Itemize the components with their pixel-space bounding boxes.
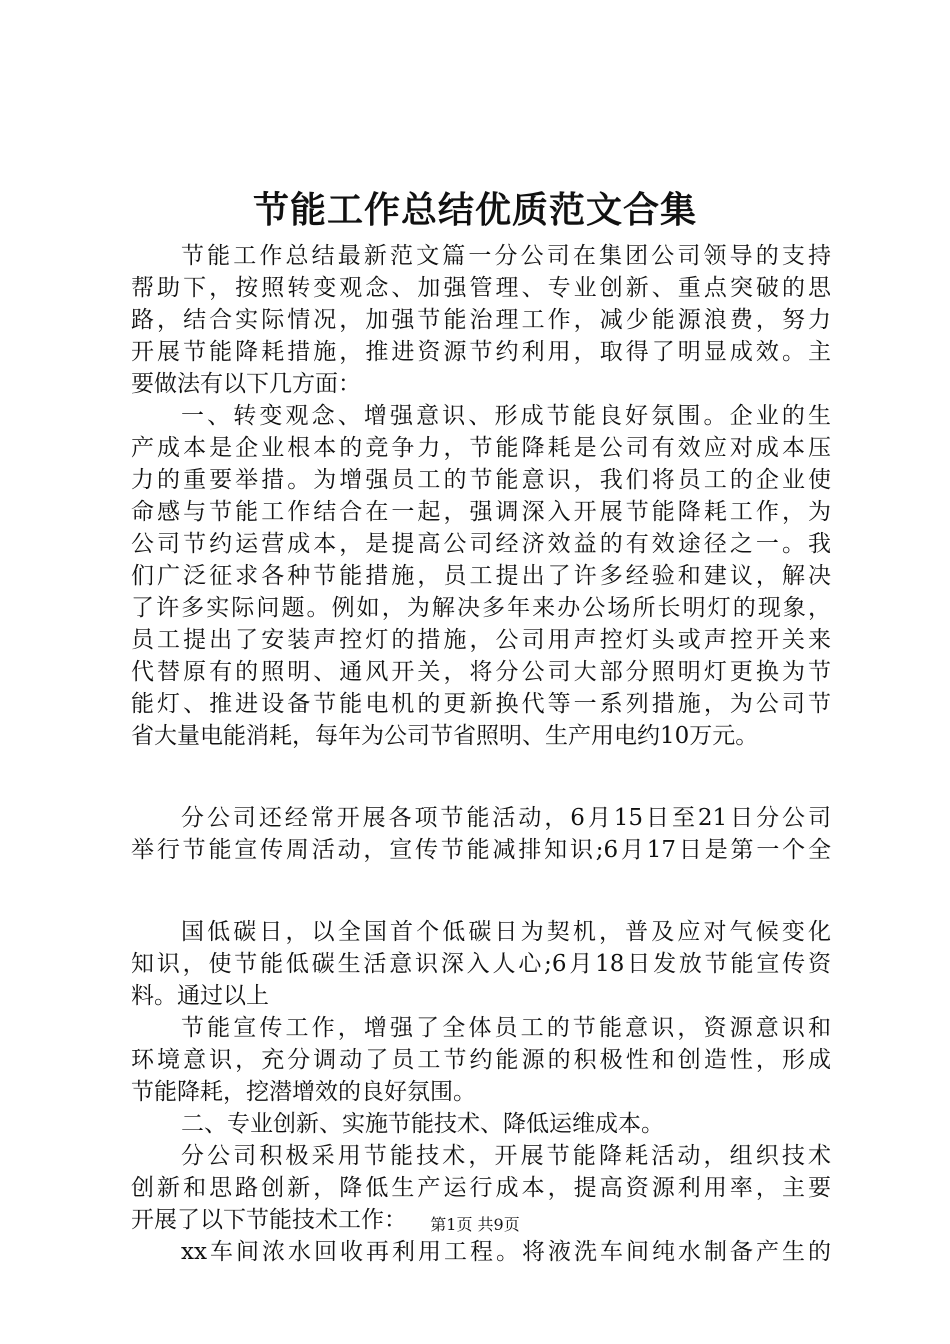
- paragraph-line: 能灯、推进设备节能电机的更新换代等一系列措施，为公司节: [131, 691, 831, 717]
- document-body: [131, 240, 831, 1268]
- page-footer: 第1页 共9页: [430, 1215, 520, 1234]
- paragraph-line: 料。通过以上: [131, 983, 269, 1009]
- paragraph-line: 了许多实际问题。例如，为解决多年来办公场所长明灯的现象，: [131, 595, 831, 621]
- paragraph-line: 节能降耗，挖潜增效的良好氛围。: [131, 1079, 476, 1105]
- paragraph-line: 知识，使节能低碳生活意识深入人心;6月18日发放节能宣传资: [131, 951, 831, 977]
- paragraph-line: 命感与节能工作结合在一起，强调深入开展节能降耗工作，为: [131, 499, 831, 525]
- paragraph-line: 一、转变观念、增强意识、形成节能良好氛围。企业的生: [181, 403, 831, 429]
- paragraph-line: 分公司还经常开展各项节能活动，6月15日至21日分公司: [181, 805, 831, 831]
- paragraph-line: 力的重要举措。为增强员工的节能意识，我们将员工的企业使: [131, 467, 831, 493]
- paragraph-line: 帮助下，按照转变观念、加强管理、专业创新、重点突破的思: [131, 275, 831, 301]
- paragraph-gap: [131, 866, 831, 916]
- paragraph-line: 开展节能降耗措施，推进资源节约利用，取得了明显成效。主: [131, 339, 831, 365]
- paragraph-line: xx车间浓水回收再利用工程。将液洗车间纯水制备产生的: [181, 1239, 831, 1265]
- paragraph-line: 开展了以下节能技术工作：: [131, 1207, 407, 1233]
- paragraph-line: 产成本是企业根本的竞争力，节能降耗是公司有效应对成本压: [131, 435, 831, 461]
- section-heading: 二、专业创新、实施节能技术、降低运维成本。: [181, 1111, 664, 1137]
- paragraph-line: 路，结合实际情况，加强节能治理工作，减少能源浪费，努力: [131, 307, 831, 333]
- paragraph-line: 们广泛征求各种节能措施，员工提出了许多经验和建议，解决: [131, 563, 831, 589]
- paragraph-line: 要做法有以下几方面：: [131, 371, 361, 397]
- paragraph-line: 国低碳日，以全国首个低碳日为契机，普及应对气候变化: [181, 919, 831, 945]
- paragraph-line: 代替原有的照明、通风开关，将分公司大部分照明灯更换为节: [131, 659, 831, 685]
- paragraph-line: 省大量电能消耗，每年为公司节省照明、生产用电约10万元。: [131, 723, 759, 749]
- paragraph-line: 员工提出了安装声控灯的措施，公司用声控灯头或声控开关来: [131, 627, 831, 653]
- paragraph-line: 创新和思路创新，降低生产运行成本，提高资源利用率，主要: [131, 1175, 831, 1201]
- paragraph-line: 节能宣传工作，增强了全体员工的节能意识，资源意识和: [181, 1015, 831, 1041]
- paragraph-line: 环境意识，充分调动了员工节约能源的积极性和创造性，形成: [131, 1047, 831, 1073]
- document-title: 节能工作总结优质范文合集: [252, 189, 697, 231]
- paragraph-line: 节能工作总结最新范文篇一分公司在集团公司领导的支持: [181, 243, 831, 269]
- paragraph-gap: [131, 752, 831, 802]
- paragraph-line: 举行节能宣传周活动，宣传节能减排知识;6月17日是第一个全: [131, 837, 831, 863]
- paragraph-line: 公司节约运营成本，是提高公司经济效益的有效途径之一。我: [131, 531, 831, 557]
- paragraph-line: 分公司积极采用节能技术，开展节能降耗活动，组织技术: [181, 1143, 831, 1169]
